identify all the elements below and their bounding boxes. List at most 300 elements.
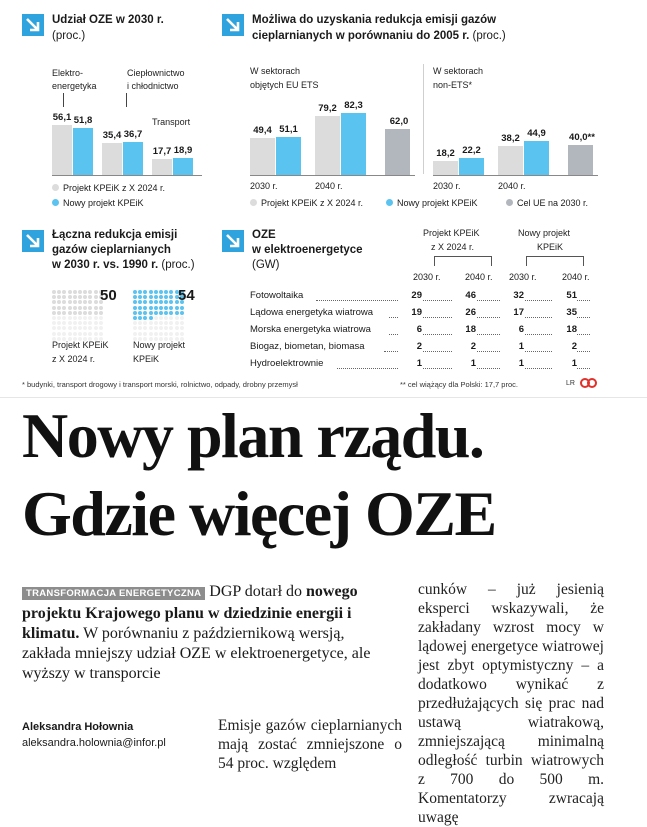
waffle-dot (159, 311, 163, 315)
waffle-dot (94, 306, 98, 310)
panel3-title-line3: w 2030 r. vs. 1990 r. (proc.) (52, 259, 195, 271)
cat1-label-line1: Elektro- (52, 68, 84, 78)
data-label: 51,8 (73, 115, 93, 127)
waffle-dot (73, 295, 77, 299)
waffle-dot (180, 316, 184, 320)
waffle-dot (180, 306, 184, 310)
divider (0, 397, 647, 398)
waffle-dot (133, 311, 137, 315)
bar (276, 137, 301, 175)
waffle-dot (57, 290, 61, 294)
waffle-dot (138, 311, 142, 315)
table-cell: 18 (452, 324, 476, 335)
x-tick-label: 2030 r. (250, 181, 278, 191)
waffle-dot (83, 311, 87, 315)
waffle-dot (94, 290, 98, 294)
waffle-dot (68, 290, 72, 294)
waffle-dot (133, 295, 137, 299)
panel1-title: Udział OZE w 2030 r. (52, 14, 164, 26)
waffle-new (133, 290, 184, 341)
row-label: Lądowa energetyka wiatrowa (250, 307, 374, 318)
waffle-dot (78, 332, 82, 336)
waffle-dot (52, 321, 56, 325)
waffle-dot (138, 316, 142, 320)
waffle-dot (138, 290, 142, 294)
waffle-dot (154, 311, 158, 315)
waffle-dot (154, 316, 158, 320)
bar (459, 158, 484, 175)
legend-dot (52, 184, 59, 191)
panel2-title: Możliwa do uzyskania redukcja emisji gazów (252, 14, 497, 26)
waffle-dot (94, 316, 98, 320)
waffle-dot (164, 326, 168, 330)
waffle-dot (78, 321, 82, 325)
table-row (250, 358, 595, 372)
table-cell: 35 (553, 307, 577, 318)
waffle-dot (138, 300, 142, 304)
waffle-dot (52, 306, 56, 310)
waffle-dot (52, 332, 56, 336)
waffle-dot (154, 290, 158, 294)
table-cell: 19 (398, 307, 422, 318)
waffle-dot (99, 311, 103, 315)
waffle-dot (57, 300, 61, 304)
waffle-dot (88, 306, 92, 310)
waffle-dot (143, 311, 147, 315)
waffle-dot (138, 332, 142, 336)
leader-line (63, 93, 64, 107)
waffle-dot (180, 332, 184, 336)
waffle-dot (73, 300, 77, 304)
waffle-dot (68, 300, 72, 304)
table-row (250, 290, 595, 304)
year-header: 2040 r. (465, 272, 493, 282)
table-cell: 32 (500, 290, 524, 301)
table-row (250, 307, 595, 321)
bar (315, 116, 340, 175)
waffle-dot (169, 316, 173, 320)
waffle-dot (62, 316, 66, 320)
arrow-icon (222, 230, 244, 252)
waffle-old-label-line2: z X 2024 r. (52, 354, 96, 364)
col1-header-line1: Projekt KPEiK (423, 228, 480, 238)
col1-header-line2: z X 2024 r. (431, 242, 475, 252)
waffle-dot (78, 311, 82, 315)
waffle-dot (73, 332, 77, 336)
waffle-dot (88, 321, 92, 325)
waffle-dot (138, 321, 142, 325)
waffle-dot (83, 316, 87, 320)
waffle-dot (83, 290, 87, 294)
waffle-dot (175, 306, 179, 310)
row-label: Biogaz, biometan, biomasa (250, 341, 365, 352)
waffle-dot (68, 332, 72, 336)
waffle-dot (180, 311, 184, 315)
waffle-dot (78, 306, 82, 310)
waffle-dot (159, 306, 163, 310)
bar (524, 141, 549, 175)
waffle-dot (99, 321, 103, 325)
bracket (526, 256, 584, 266)
bar (173, 158, 193, 175)
waffle-dot (159, 295, 163, 299)
waffle-dot (133, 326, 137, 330)
table-cell: 17 (500, 307, 524, 318)
waffle-dot (68, 311, 72, 315)
waffle-dot (149, 321, 153, 325)
waffle-old-label-line1: Projekt KPEiK (52, 340, 109, 350)
table-cell: 51 (553, 290, 577, 301)
waffle-dot (78, 290, 82, 294)
waffle-dot (133, 316, 137, 320)
waffle-dot (169, 295, 173, 299)
credit: LR (566, 380, 575, 387)
waffle-dot (164, 306, 168, 310)
panel3-title-line2: gazów cieplarnianych (52, 244, 171, 256)
waffle-dot (143, 326, 147, 330)
footnote-right: ** cel wiążący dla Polski: 17,7 proc. (400, 380, 518, 389)
panel3-title: Łączna redukcja emisji (52, 229, 178, 241)
headline-line1: Nowy plan rządu. (22, 400, 484, 471)
waffle-dot (175, 316, 179, 320)
table-cell: 1 (553, 358, 577, 369)
waffle-dot (88, 332, 92, 336)
author: Aleksandra Hołownia (22, 721, 134, 733)
legend-dot (386, 199, 393, 206)
x-tick-label: 2040 r. (315, 181, 343, 191)
waffle-dot (164, 316, 168, 320)
data-label: 22,2 (462, 145, 481, 157)
waffle-dot (68, 321, 72, 325)
waffle-dot (138, 306, 142, 310)
data-label: 49,4 (253, 124, 272, 136)
waffle-dot (94, 311, 98, 315)
waffle-dot (83, 295, 87, 299)
waffle-dot (138, 295, 142, 299)
waffle-dot (149, 290, 153, 294)
waffle-dot (94, 332, 98, 336)
legend-target: Cel UE na 2030 r. (506, 198, 588, 209)
bar (433, 161, 458, 175)
x-axis (250, 175, 415, 176)
waffle-dot (154, 321, 158, 325)
waffle-dot (52, 326, 56, 330)
group2-label-line2: non-ETS* (433, 80, 473, 90)
waffle-dot (175, 332, 179, 336)
legend-new: Nowy projekt KPEiK (386, 198, 478, 209)
waffle-dot (169, 290, 173, 294)
table-cell: 29 (398, 290, 422, 301)
cat2-label-line1: Ciepłownictwo (127, 68, 185, 78)
waffle-dot (133, 290, 137, 294)
waffle-dot (78, 295, 82, 299)
waffle-dot (57, 295, 61, 299)
waffle-dot (57, 311, 61, 315)
waffle-old (52, 290, 103, 341)
waffle-dot (149, 311, 153, 315)
data-label: 38,2 (501, 133, 520, 145)
waffle-dot (62, 311, 66, 315)
panel2-title-line2: cieplarnianych w porównaniu do 2005 r. (proc.) (252, 30, 506, 42)
waffle-dot (94, 300, 98, 304)
year-header: 2040 r. (562, 272, 590, 282)
panel1-unit: (proc.) (52, 30, 86, 42)
waffle-dot (154, 332, 158, 336)
waffle-dot (83, 306, 87, 310)
waffle-dot (73, 326, 77, 330)
waffle-dot (180, 326, 184, 330)
waffle-dot (143, 306, 147, 310)
data-label: 79,2 (318, 102, 337, 114)
waffle-dot (154, 300, 158, 304)
waffle-dot (133, 332, 137, 336)
data-label: 40,0** (569, 132, 595, 143)
table-cell: 1 (398, 358, 422, 369)
waffle-dot (133, 300, 137, 304)
waffle-dot (88, 290, 92, 294)
panel4-title: OZE (252, 229, 276, 241)
col2-header-line1: Nowy projekt (518, 228, 571, 238)
waffle-dot (88, 311, 92, 315)
waffle-dot (149, 306, 153, 310)
data-label: 56,1 (52, 111, 72, 123)
data-label: 18,2 (436, 148, 455, 160)
waffle-dot (88, 326, 92, 330)
table-row (250, 341, 595, 355)
waffle-dot (143, 332, 147, 336)
waffle-dot (164, 300, 168, 304)
table-cell: 1 (500, 358, 524, 369)
year-header: 2030 r. (413, 272, 441, 282)
table-cell: 18 (553, 324, 577, 335)
waffle-dot (62, 326, 66, 330)
waffle-dot (52, 295, 56, 299)
target-bar (568, 145, 593, 175)
row-label: Fotowoltaika (250, 290, 304, 301)
waffle-dot (164, 311, 168, 315)
waffle-dot (68, 306, 72, 310)
footnote-left: * budynki, transport drogowy i transport morski, rolnictwo, odpady, drobny przemysł (22, 380, 298, 389)
waffle-dot (94, 326, 98, 330)
waffle-dot (169, 300, 173, 304)
waffle-dot (149, 332, 153, 336)
target-bar (385, 129, 410, 176)
group1-label-line2: objętych EU ETS (250, 80, 319, 90)
waffle-dot (62, 295, 66, 299)
waffle-dot (99, 306, 103, 310)
arrow-icon (22, 230, 44, 252)
bar (341, 113, 366, 175)
cat1-label-line2: energetyka (52, 81, 97, 91)
x-axis (52, 175, 202, 176)
arrow-icon (222, 14, 244, 36)
group1-label-line1: W sektorach (250, 66, 301, 76)
waffle-dot (164, 321, 168, 325)
waffle-dot (83, 326, 87, 330)
row-label: Morska energetyka wiatrowa (250, 324, 371, 335)
waffle-dot (154, 306, 158, 310)
waffle-dot (164, 295, 168, 299)
waffle-dot (169, 306, 173, 310)
table-cell: 6 (500, 324, 524, 335)
table-cell: 26 (452, 307, 476, 318)
waffle-dot (175, 311, 179, 315)
waffle-dot (78, 300, 82, 304)
author-email[interactable]: aleksandra.holownia@infor.pl (22, 737, 166, 749)
waffle-dot (99, 332, 103, 336)
bar (152, 159, 172, 175)
legend-old: Projekt KPEiK z X 2024 r. (52, 183, 165, 194)
table-cell: 2 (452, 341, 476, 352)
waffle-dot (68, 326, 72, 330)
data-label: 18,9 (173, 144, 193, 156)
divider (423, 64, 424, 174)
waffle-dot (133, 321, 137, 325)
waffle-dot (62, 290, 66, 294)
waffle-dot (138, 326, 142, 330)
waffle-dot (180, 321, 184, 325)
waffle-dot (149, 295, 153, 299)
table-cell: 1 (452, 358, 476, 369)
waffle-dot (52, 300, 56, 304)
legend-old: Projekt KPEiK z X 2024 r. (250, 198, 363, 209)
waffle-dot (154, 326, 158, 330)
bar (123, 142, 143, 175)
cat3-label: Transport (152, 117, 191, 127)
article-column-2: Emisje gazów cieplarnianych mają zostać zmniejszone o 54 proc. względem (218, 717, 402, 772)
table-row (250, 324, 595, 338)
waffle-new-label-line2: KPEiK (133, 354, 160, 364)
x-tick-label: 2030 r. (433, 181, 461, 191)
waffle-dot (159, 290, 163, 294)
row-label: Hydroelektrownie (250, 358, 324, 369)
waffle-dot (62, 306, 66, 310)
legend-dot (52, 199, 59, 206)
waffle-dot (62, 300, 66, 304)
x-tick-label: 2040 r. (498, 181, 526, 191)
waffle-dot (99, 316, 103, 320)
waffle-dot (175, 326, 179, 330)
waffle-dot (149, 326, 153, 330)
waffle-dot (159, 316, 163, 320)
data-label: 35,4 (102, 130, 122, 142)
waffle-old-value: 50 (100, 287, 117, 304)
data-label: 62,0 (389, 115, 409, 127)
waffle-dot (57, 316, 61, 320)
bar (250, 138, 275, 175)
data-label: 17,7 (152, 146, 172, 158)
waffle-dot (159, 321, 163, 325)
bar (73, 128, 93, 175)
waffle-dot (159, 326, 163, 330)
waffle-dot (52, 311, 56, 315)
waffle-dot (143, 316, 147, 320)
waffle-dot (68, 316, 72, 320)
waffle-dot (57, 332, 61, 336)
legend-new: Nowy projekt KPEiK (52, 198, 144, 209)
waffle-dot (83, 332, 87, 336)
waffle-dot (149, 300, 153, 304)
legend-dot (250, 199, 257, 206)
waffle-dot (52, 316, 56, 320)
panel4-title-line2: w elektroenergetyce (252, 244, 363, 256)
x-axis (433, 175, 598, 176)
waffle-dot (68, 295, 72, 299)
waffle-dot (169, 321, 173, 325)
waffle-dot (169, 332, 173, 336)
group2-label-line1: W sektorach (433, 66, 484, 76)
waffle-dot (73, 316, 77, 320)
article-lead: TRANSFORMACJA ENERGETYCZNA DGP dotarł do nowego projektu Krajowego planu w dziedzinie energii i klimatu. W porównaniu z październikową wersją, zakłada mniejszy udział OZE w elektroenergetyce, ale wyższy w transporcie (22, 583, 371, 682)
panel4-unit: (GW) (252, 259, 280, 271)
waffle-dot (164, 290, 168, 294)
waffle-dot (57, 326, 61, 330)
waffle-dot (88, 316, 92, 320)
bracket (434, 256, 492, 266)
headline-line2: Gdzie więcej OZE (22, 478, 496, 549)
table-cell: 2 (553, 341, 577, 352)
waffle-dot (143, 300, 147, 304)
waffle-dot (164, 332, 168, 336)
waffle-dot (169, 311, 173, 315)
waffle-dot (73, 311, 77, 315)
table-cell: 6 (398, 324, 422, 335)
brand-logo-icon (580, 377, 598, 389)
waffle-dot (133, 306, 137, 310)
waffle-dot (88, 295, 92, 299)
data-label: 82,3 (344, 100, 363, 112)
year-header: 2030 r. (509, 272, 537, 282)
waffle-dot (57, 321, 61, 325)
waffle-dot (73, 306, 77, 310)
bar (52, 125, 72, 175)
table-cell: 1 (500, 341, 524, 352)
data-label: 36,7 (123, 128, 143, 140)
waffle-dot (149, 316, 153, 320)
waffle-dot (94, 295, 98, 299)
legend-dot (506, 199, 513, 206)
article-column-3: cunków – już jesienią eksperci wskazywali, że zakładany wzrost mocy w lądowej energetyce wiatrowej jest zbyt optymistyczny – a dodatkowo wynikać z przedłużających się prac nad ustawą wiatrakową, zmniejszającą minimalną odległość turbin wiatrowych z 700 do 500 m. Komentatorzy zwracają uwagę (418, 581, 604, 826)
waffle-dot (62, 321, 66, 325)
cat2-label-line2: i chłodnictwo (127, 81, 179, 91)
waffle-dot (73, 321, 77, 325)
waffle-dot (143, 290, 147, 294)
waffle-dot (62, 332, 66, 336)
table-cell: 2 (398, 341, 422, 352)
waffle-dot (83, 321, 87, 325)
waffle-dot (143, 321, 147, 325)
waffle-dot (88, 300, 92, 304)
data-label: 44,9 (527, 128, 546, 140)
waffle-dot (78, 326, 82, 330)
waffle-dot (159, 332, 163, 336)
col2-header-line2: KPEiK (537, 242, 564, 252)
section-tag[interactable]: TRANSFORMACJA ENERGETYCZNA (22, 587, 205, 600)
bar (102, 143, 122, 175)
waffle-dot (73, 290, 77, 294)
waffle-dot (154, 295, 158, 299)
waffle-dot (169, 326, 173, 330)
waffle-dot (175, 321, 179, 325)
bar (498, 146, 523, 175)
waffle-dot (143, 295, 147, 299)
waffle-dot (52, 290, 56, 294)
data-label: 51,1 (279, 123, 298, 135)
waffle-dot (99, 326, 103, 330)
table-cell: 46 (452, 290, 476, 301)
waffle-dot (83, 300, 87, 304)
waffle-dot (94, 321, 98, 325)
